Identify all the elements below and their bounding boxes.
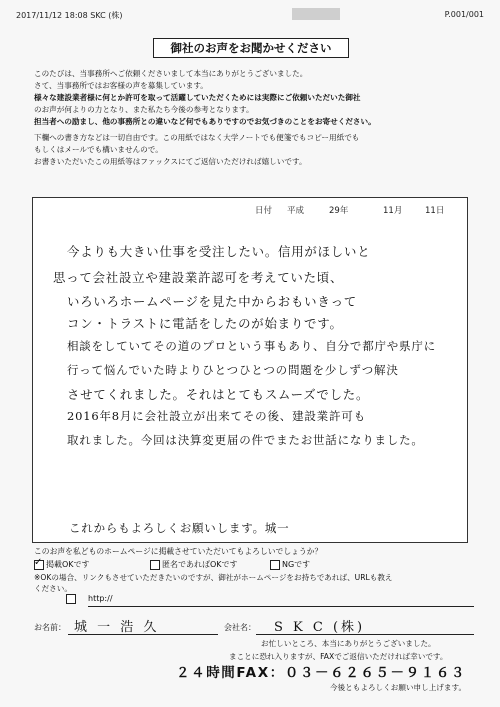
consent-question: このお声を私どものホームページに掲載させていただいてもよろしいでしょうか？ — [34, 547, 323, 556]
intro-line: 様々な建設業者様に何とか許可を取って活躍していただくためには実際にご依頼いただいた御社 — [34, 93, 361, 102]
message-line: 今よりも大きい仕事を受注したい。信用がほしいと — [67, 244, 371, 259]
consent-options — [34, 559, 474, 571]
footer-closing: 今後ともよろしくお願い申し上げます。 — [330, 683, 467, 692]
date-month: 11月 — [383, 206, 403, 216]
date-label: 日付 — [255, 206, 273, 216]
message-line: 2016年8月に会社設立が出来てその後、建設業許可も — [67, 409, 366, 423]
footer-thanks: お忙しいところ、本当にありがとうございました。 — [261, 639, 436, 648]
message-line: コン・トラストに電話をしたのが始まりです。 — [67, 316, 343, 331]
intro-line: このたびは、当事務所へご依頼くださいまして本当にありがとうございました。 — [34, 69, 308, 78]
message-line: 相談をしていてその道のプロという事もあり、自分で都庁や県庁に — [67, 339, 436, 353]
intro-line: お書きいただいたこの用紙等はファックスにてご返信いただければ嬉しいです。 — [34, 157, 307, 166]
company-value: S K C (株) — [274, 620, 366, 635]
intro-text — [34, 68, 474, 168]
message-line: させてくれました。それはとてもスムーズでした。 — [67, 387, 370, 402]
message-line: 思って会社設立や建設業許認可を考えていた頃、 — [53, 270, 344, 285]
url-input-line[interactable] — [88, 606, 474, 607]
url-field-row — [34, 594, 474, 606]
option-ng[interactable]: NGです — [270, 559, 310, 570]
name-value: 城 一 浩 久 — [74, 620, 160, 635]
message-line: いろいろホームページを見た中からおもいきって — [67, 294, 357, 309]
footer-request: まことに恐れ入りますが、FAXでご返信いただければ幸いです。 — [229, 652, 448, 661]
checkbox-checked[interactable] — [34, 560, 44, 570]
date-era: 平成 — [287, 206, 305, 216]
intro-line: のお声が何よりの力となり、また私たち今後の参考となります。 — [34, 105, 254, 114]
redaction-mark — [292, 8, 340, 20]
intro-line: さて、当事務所ではお客様の声を募集しています。 — [34, 81, 208, 90]
url-label: http:// — [88, 594, 113, 603]
message-closing: これからもよろしくお願いします。城一 — [69, 521, 290, 535]
name-underline — [68, 634, 218, 635]
message-frame — [32, 197, 468, 543]
name-label: お名前： — [34, 623, 66, 632]
message-line: 行って悩んでいた時よりひとつひとつの問題を少しずつ解決 — [67, 363, 399, 377]
name-company-row — [34, 620, 474, 634]
message-line: 取れました。今回は決算変更届の件でまたお世話になりました。 — [67, 433, 424, 447]
checkbox[interactable] — [150, 560, 160, 570]
fax-header — [16, 8, 484, 22]
checkbox[interactable] — [270, 560, 280, 570]
intro-line: 担当者への励まし、他の事務所との違いなど何でもありですのでお気づきのことをお寄せください。 — [34, 117, 376, 126]
company-underline — [256, 634, 474, 635]
fax-number: ２４時間FAX：０３－６２６５－９１６３ — [176, 665, 467, 681]
form-title: 御社のお声をお聞かせください — [153, 38, 349, 58]
url-checkbox[interactable] — [66, 594, 76, 604]
intro-line: もしくはメールでも構いませんので。 — [34, 145, 163, 154]
intro-line: 下欄への書き方などは一切自由です。この用紙ではなく大学ノートでも便箋でもコピー用紙でも — [34, 133, 360, 142]
fax-page-number: P.001/001 — [444, 10, 484, 19]
fax-timestamp: 2017/11/12 18:08 SKC (株) — [16, 11, 123, 20]
link-note: ※OKの場合、リンクもさせていただきたいのですが、御社がホームページをお持ちであれば、URLも教え ください。 — [34, 573, 393, 593]
company-label: 会社名： — [224, 623, 256, 632]
option-publish-ok[interactable]: ✓ 掲載OKです — [34, 559, 90, 570]
date-day: 11日 — [425, 206, 445, 216]
handwritten-message — [33, 198, 467, 542]
option-anonymous-ok[interactable]: 匿名であればOKです — [150, 559, 238, 570]
date-year: 29年 — [329, 206, 349, 216]
